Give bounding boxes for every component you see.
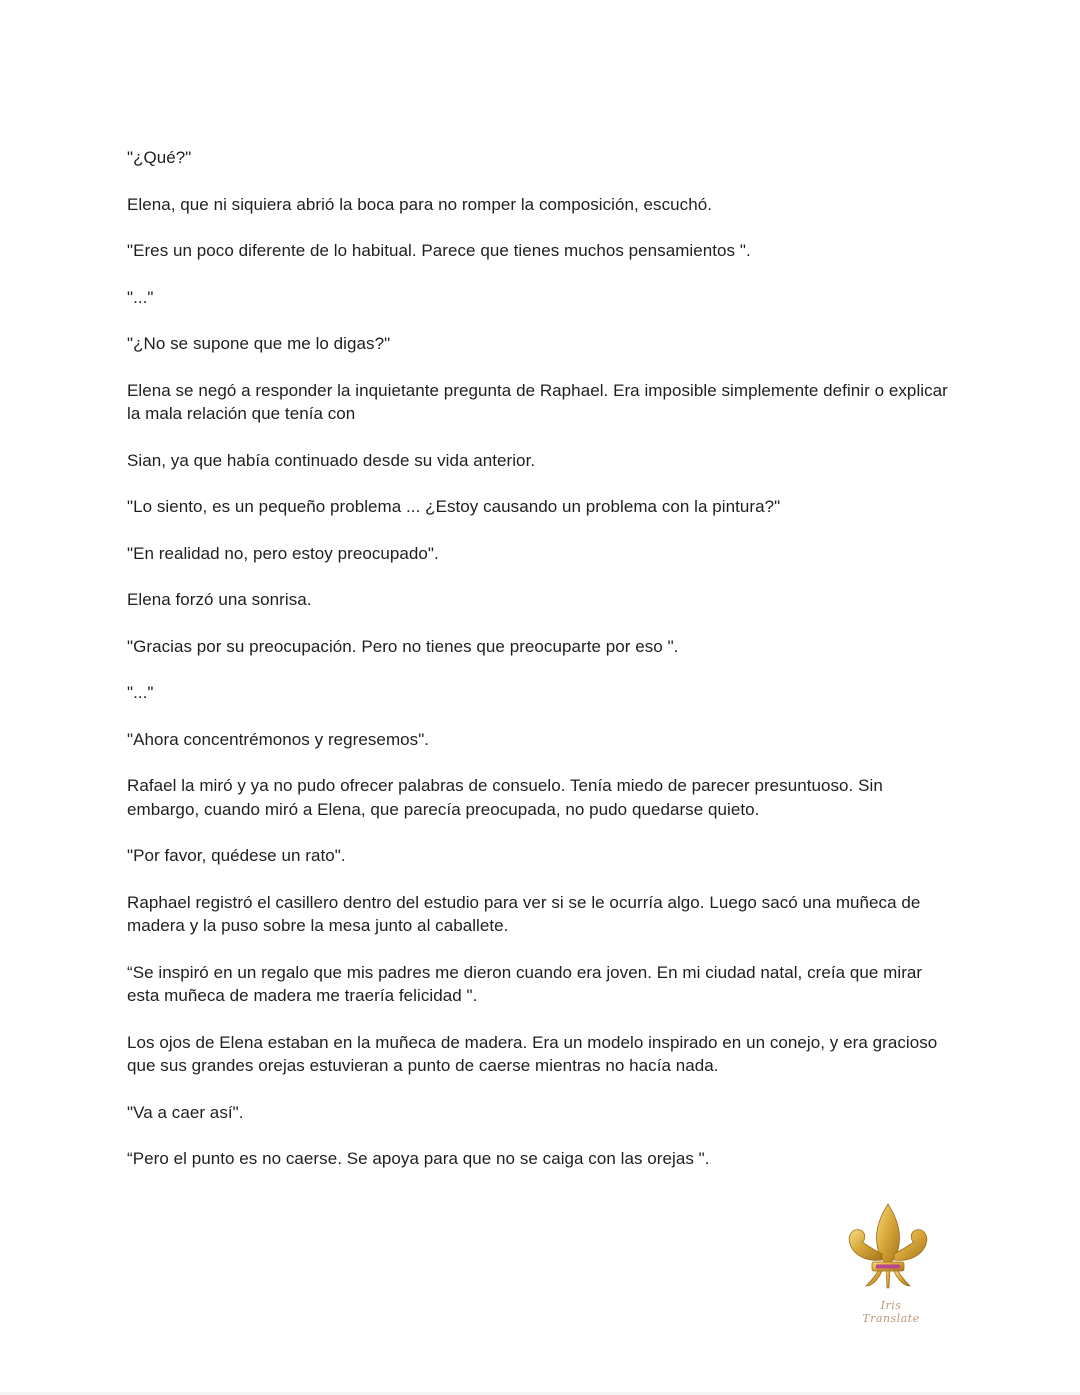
paragraph: "¿Qué?" — [127, 148, 192, 167]
paragraph: "Gracias por su preocupación. Pero no tienes que preocuparte por eso ". — [127, 636, 679, 656]
paragraph: Elena forzó una sonrisa. — [127, 590, 312, 609]
paragraph: "En realidad no, pero estoy preocupado". — [127, 543, 439, 563]
paragraph: "Ahora concentrémonos y regresemos". — [127, 729, 430, 749]
paragraph: Los ojos de Elena estaban en la muñeca de madera. Era un modelo inspirado en un conejo, y era gracioso que sus grandes orejas estuvieran a punto de caerse mientras no hacía nada. — [127, 1032, 938, 1075]
paragraph: "Va a caer así". — [127, 1102, 244, 1122]
paragraph: Raphael registró el casillero dentro del estudio para ver si se le ocurría algo. Luego sacó una muñeca de madera y la puso sobre la mesa junto al caballete. — [127, 892, 921, 935]
logo-signature: Iris Translate — [862, 1299, 920, 1325]
paragraph: "Lo siento, es un pequeño problema ... ¿Estoy causando un problema con la pintura?" — [127, 497, 781, 516]
paragraph: "Eres un poco diferente de lo habitual. Parece que tienes muchos pensamientos ". — [127, 241, 751, 260]
paragraph: “Se inspiró en un regalo que mis padres me dieron cuando era joven. En mi ciudad natal, creía que mirar esta muñeca de madera me traería felicidad ". — [127, 962, 923, 1005]
paragraph: “Pero el punto es no caerse. Se apoya para que no se caiga con las orejas ". — [127, 1149, 710, 1168]
document-body — [127, 146, 957, 1194]
paragraph: "..." — [127, 287, 154, 307]
paragraph: "Por favor, quédese un rato". — [127, 846, 346, 865]
paragraph: Elena se negó a responder la inquietante pregunta de Raphael. Era imposible simplemente definir o explicar la mala relación que tenía con — [127, 380, 948, 423]
paragraph: "..." — [127, 683, 154, 702]
fleur-de-lis-graphic — [838, 1200, 938, 1300]
paragraph: "¿No se supone que me lo digas?" — [127, 334, 391, 353]
paragraph: Sian, ya que había continuado desde su vida anterior. — [127, 450, 536, 470]
paragraph: Rafael la miró y ya no pudo ofrecer palabras de consuelo. Tenía miedo de parecer presuntuoso. Sin embargo, cuando miró a Elena, que parecía preocupada, no pudo quedarse quieto. — [127, 776, 883, 819]
paragraph: Elena, que ni siquiera abrió la boca para no romper la composición, escuchó. — [127, 194, 712, 214]
